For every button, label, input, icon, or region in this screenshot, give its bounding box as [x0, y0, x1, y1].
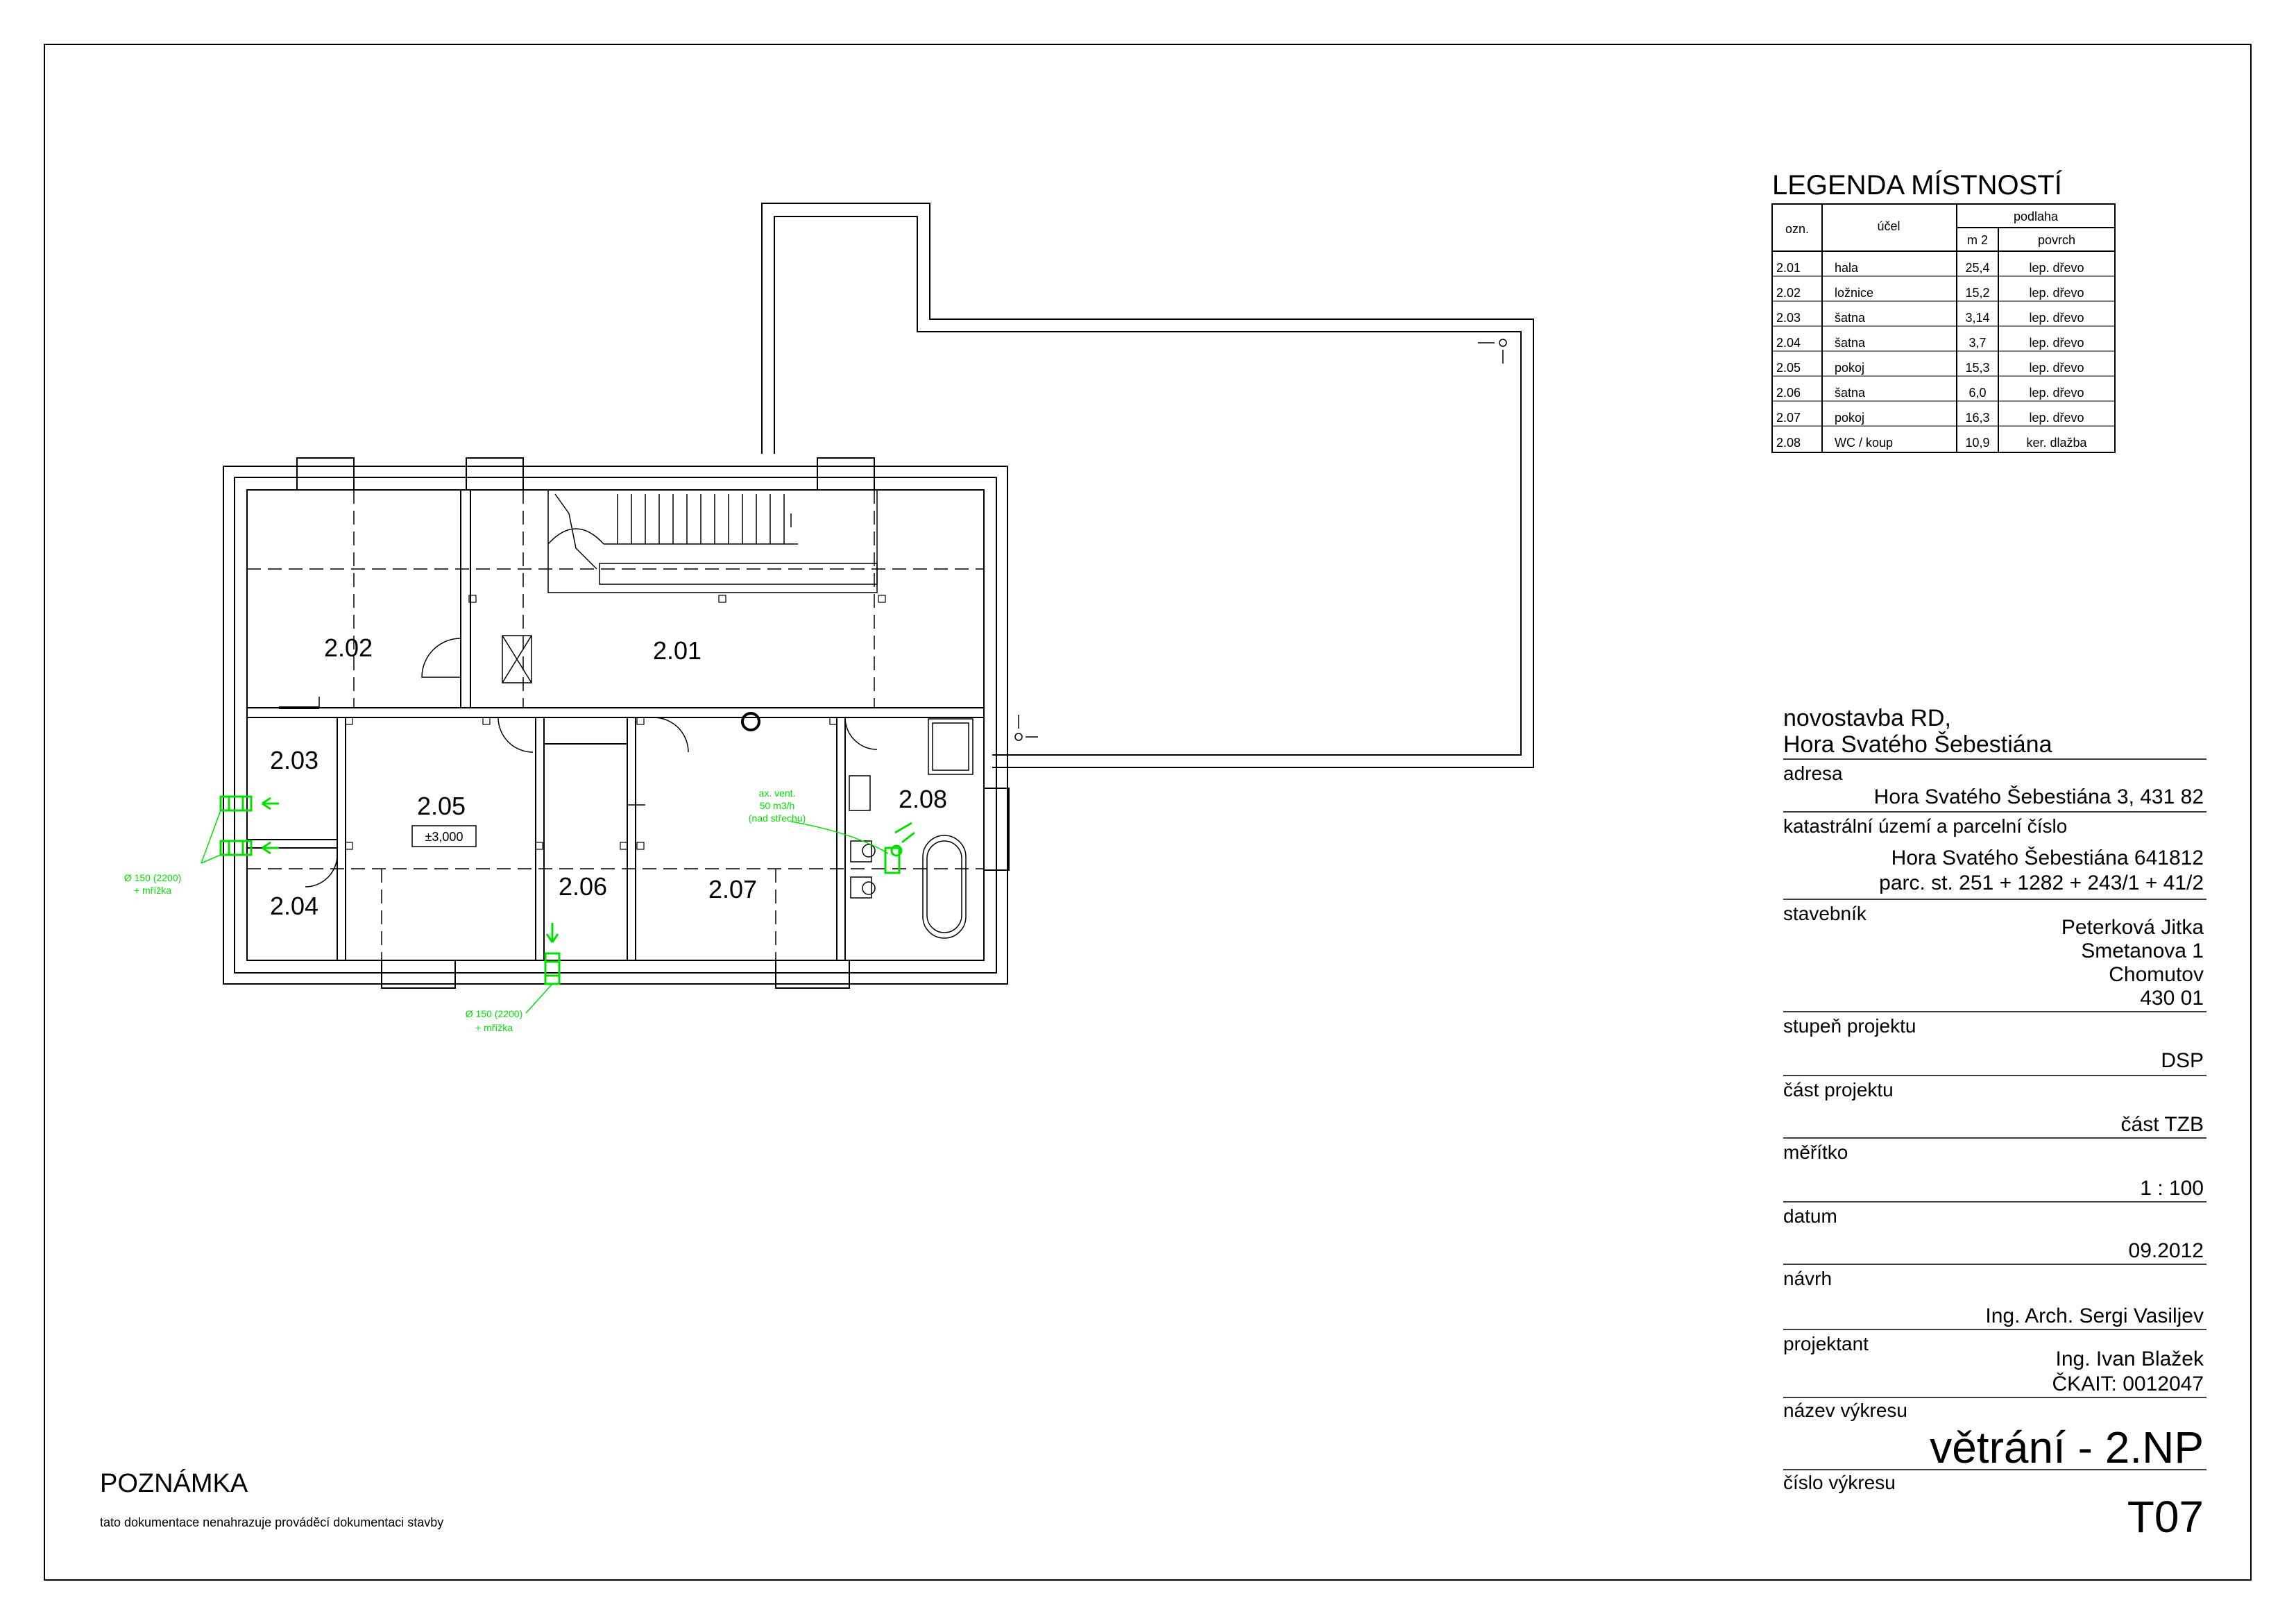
legend-header-area: m 2 [1966, 233, 1989, 247]
drawing-name-label: název výkresu [1783, 1400, 1907, 1421]
legend-cell-code: 2.04 [1776, 336, 1801, 350]
drawing-number: T07 [2127, 1492, 2204, 1542]
room-label-2-03: 2.03 [269, 746, 319, 774]
stage-label: stupeň projektu [1783, 1015, 1916, 1037]
legend-rows [1776, 261, 2088, 450]
part-value: část TZB [2120, 1113, 2204, 1136]
legend-header-purpose: účel [1877, 219, 1900, 233]
legend-cell-area: 25,4 [1965, 261, 1990, 275]
design-label: návrh [1783, 1268, 1832, 1289]
legend-cell-area: 3,7 [1968, 336, 1987, 350]
vent-left-label-1: Ø 150 (2200) [124, 872, 182, 883]
drawing-name: větrání - 2.NP [1930, 1422, 2204, 1472]
vent-bottom-grille [545, 923, 559, 984]
legend-cell-area: 10,9 [1965, 436, 1990, 450]
cadastre-value-2: parc. st. 251 + 1282 + 243/1 + 41/2 [1879, 872, 2204, 894]
vent-bath-label-2: 50 m3/h [759, 800, 795, 811]
legend-header-surface: povrch [2037, 233, 2076, 247]
interior-walls [247, 490, 984, 960]
note-title: POZNÁMKA [100, 1469, 248, 1498]
legend-cell-code: 2.02 [1776, 286, 1801, 300]
legend-cell-purpose: šatna [1835, 386, 1866, 400]
scale-value: 1 : 100 [2140, 1177, 2204, 1200]
vent-bottom-label-1: Ø 150 (2200) [465, 1008, 523, 1019]
legend-cell-code: 2.01 [1776, 261, 1801, 275]
room-label-2-02: 2.02 [323, 634, 373, 662]
legend-cell-surface: lep. dřevo [2029, 336, 2084, 350]
legend-cell-purpose: ložnice [1835, 286, 1874, 300]
vent-bottom-label-2: + mřížka [475, 1022, 513, 1033]
terrace-outline [762, 203, 1533, 767]
date-value: 09.2012 [2128, 1239, 2204, 1262]
room-label-2-07: 2.07 [708, 875, 758, 903]
legend-cell-surface: lep. dřevo [2029, 411, 2084, 425]
legend-cell-purpose: šatna [1835, 311, 1866, 325]
engineer-label: projektant [1783, 1333, 1869, 1354]
builder-line-1: Peterková Jitka [2061, 916, 2204, 939]
legend-header-code: ozn. [1785, 222, 1810, 236]
builder-line-2: Smetanova 1 [2081, 940, 2204, 962]
legend-cell-code: 2.07 [1776, 411, 1801, 425]
project-name-line-2: Hora Svatého Šebestiána [1783, 731, 2052, 758]
address-value: Hora Svatého Šebestiána 3, 431 82 [1873, 785, 2204, 808]
room-label-2-04: 2.04 [269, 892, 319, 920]
vent-left-grille-upper [221, 797, 279, 810]
doors [279, 638, 877, 887]
legend-cell-surface: lep. dřevo [2029, 261, 2084, 275]
design-value: Ing. Arch. Sergi Vasiljev [1985, 1305, 2204, 1327]
legend-cell-purpose: šatna [1835, 336, 1866, 350]
legend-cell-code: 2.03 [1776, 311, 1801, 325]
legend-cell-code: 2.05 [1776, 361, 1801, 375]
legend-cell-purpose: WC / koup [1835, 436, 1894, 450]
bathroom-fixtures [849, 719, 973, 938]
address-label: adresa [1783, 763, 1843, 784]
builder-line-4: 430 01 [2140, 987, 2204, 1010]
room-label-2-06: 2.06 [558, 872, 608, 901]
cadastre-value-1: Hora Svatého Šebestiána 641812 [1891, 847, 2204, 869]
scale-label: měřítko [1783, 1141, 1848, 1163]
legend-cell-area: 15,2 [1965, 286, 1990, 300]
legend-cell-purpose: pokoj [1835, 361, 1865, 375]
shaft [502, 636, 532, 683]
legend-cell-area: 6,0 [1968, 386, 1987, 400]
builder-label: stavebník [1783, 903, 1866, 924]
legend-cell-surface: lep. dřevo [2029, 386, 2084, 400]
legend-cell-area: 15,3 [1965, 361, 1990, 375]
legend-cell-code: 2.08 [1776, 436, 1801, 450]
note [100, 1468, 443, 1529]
legend-header-floor: podlaha [2013, 210, 2059, 223]
legend-cell-purpose: pokoj [1835, 411, 1865, 425]
terrace-drains [1015, 339, 1506, 740]
legend-title: LEGENDA MÍSTNOSTÍ [1772, 170, 2062, 201]
legend-cell-surface: ker. dlažba [2026, 436, 2087, 450]
date-label: datum [1783, 1205, 1837, 1227]
vent-bath-label-1: ax. vent. [758, 788, 796, 799]
legend-cell-surface: lep. dřevo [2029, 311, 2084, 325]
roof-lines [247, 490, 984, 960]
level-label: ±3,000 [425, 830, 464, 844]
drawing-number-label: číslo výkresu [1783, 1472, 1896, 1493]
project-name-line-1: novostavba RD, [1783, 705, 1951, 731]
cadastre-label: katastrální území a parcelní číslo [1783, 815, 2068, 837]
room-label-2-01: 2.01 [652, 636, 702, 665]
vent-bath-label-3: (nad střechu) [748, 813, 806, 824]
legend-cell-purpose: hala [1835, 261, 1859, 275]
engineer-registration: ČKAIT: 0012047 [2052, 1373, 2204, 1395]
vent-left-label-2: + mřížka [133, 885, 172, 896]
legend-cell-surface: lep. dřevo [2029, 361, 2084, 375]
vent-bath-fan [885, 823, 915, 873]
title-block [1783, 705, 2206, 1542]
legend-cell-surface: lep. dřevo [2029, 286, 2084, 300]
staircase [548, 490, 877, 593]
room-label-2-08: 2.08 [898, 785, 948, 813]
part-label: část projektu [1783, 1079, 1894, 1101]
builder-line-3: Chomutov [2109, 963, 2204, 986]
ventilation [124, 788, 915, 1033]
note-text: tato dokumentace nenahrazuje prováděcí dokumentaci stavby [100, 1515, 444, 1529]
windows-top [297, 458, 874, 490]
room-legend [1772, 169, 2115, 452]
round-duct-mark [742, 713, 759, 730]
floor-plan [223, 203, 1533, 988]
stage-value: DSP [2161, 1049, 2204, 1072]
engineer-name: Ing. Ivan Blažek [2055, 1348, 2204, 1370]
legend-cell-code: 2.06 [1776, 386, 1801, 400]
room-label-2-05: 2.05 [416, 792, 466, 820]
legend-cell-area: 16,3 [1965, 411, 1990, 425]
legend-cell-area: 3,14 [1965, 311, 1990, 325]
